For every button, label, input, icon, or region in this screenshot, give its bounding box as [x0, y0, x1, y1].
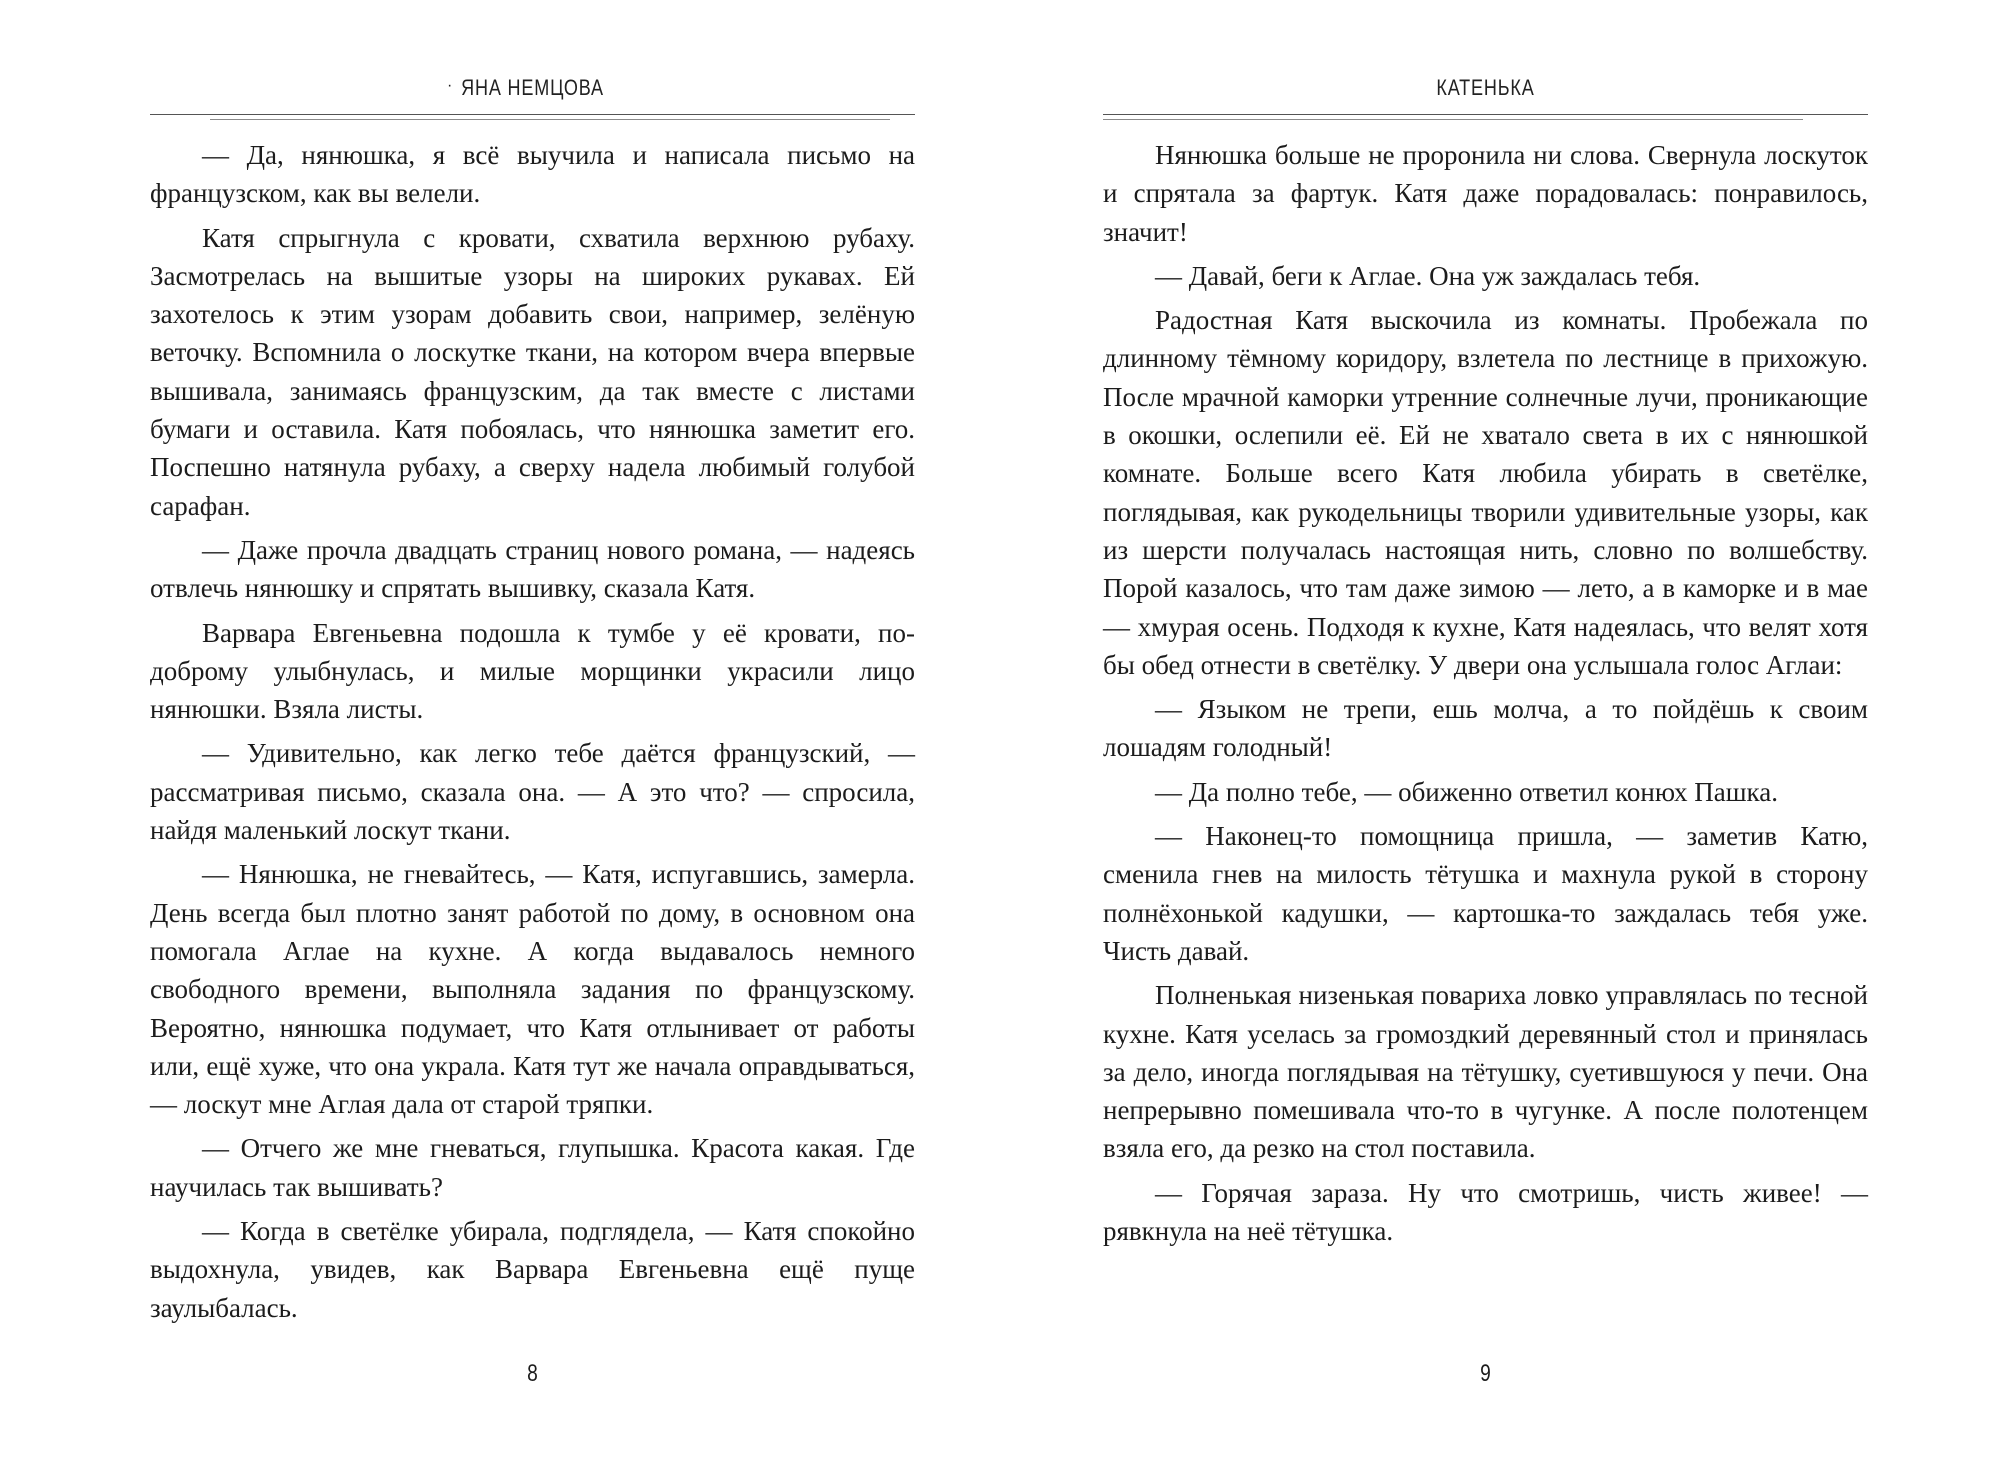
paragraph: — Давай, беги к Аглае. Она уж заждалась тебя.	[1155, 260, 1701, 291]
page-number-left: 8	[527, 1360, 538, 1387]
paragraph: — Нянюшка, не гневайтесь, — Катя, испугавшись, замерла. День всегда был плотно занят работой по дому, в основном она помогала Аглае на кухне. А когда выдавалось немного свободного времени, выполняла задания по французскому. Вероятно, нянюшка подумает, что Катя отлынивает от работы или, ещё хуже, что она украла. Катя тут же начала оправдываться, — лоскут мне Аглая дала от старой тряпки.	[150, 859, 915, 1120]
paragraph: Варвара Евгеньевна подошла к тумбе у её кровати, по-доброму улыбнулась, и милые морщинки украсили лицо нянюшки. Взяла листы.	[150, 617, 915, 725]
left-page	[150, 0, 915, 1474]
running-head-title: КАТЕНЬКА	[1436, 75, 1535, 100]
header-rule	[1103, 114, 1868, 115]
paragraph: Радостная Катя выскочила из комнаты. Пробежала по длинному тёмному коридору, взлетела по лестнице в прихожую. После мрачной каморки утренние солнечные лучи, проникающие в окошки, ослепили её. Ей не хватало света в их с нянюшкой комнате. Больше всего Катя любила убирать в светёлке, поглядывая, как рукодельницы творили удивительные узоры, как из шерсти получалась настоящая нить, словно по волшебству. Порой казалось, что там даже зимою — лето, а в каморке и в мае — хмурая осень. Подходя к кухне, Катя надеялась, что велят хотя бы обед отнести в светёлку. У двери она услышала голос Аглаи:	[1103, 305, 1868, 680]
page-number-right: 9	[1480, 1360, 1491, 1387]
paragraph: — Удивительно, как легко тебе даётся французский, — рассматривая письмо, сказала она. — А это что? — спросила, найдя маленький лоскут ткани.	[150, 738, 915, 846]
paragraph: — Даже прочла двадцать страниц нового романа, — надеясь отвлечь нянюшку и спрятать вышивку, сказала Катя.	[150, 534, 915, 604]
paragraph: — Когда в светёлке убирала, подглядела, — Катя спокойно выдохнула, увидев, как Варвара Евгеньевна ещё пуще заулыбалась.	[150, 1216, 915, 1323]
right-page-body	[1103, 136, 1868, 1256]
paragraph: — Наконец-то помощница пришла, — заметив Катю, сменила гнев на милость тётушка и махнула рукой в сторону полнёхонькой кадушки, — картошка-то заждалась тебя уже. Чисть давай.	[1103, 821, 1868, 966]
paragraph: Полненькая низенькая повариха ловко управлялась по тесной кухне. Катя уселась за громоздкий деревянный стол и принялась за дело, иногда поглядывая на тётушку, суетившуюся у печи. Она непрерывно помешивала что-то в чугунке. А после полотенцем взяла его, да резко на стол поставила.	[1103, 980, 1868, 1164]
paragraph: — Да полно тебе, — обиженно ответил конюх Пашка.	[1155, 776, 1778, 807]
running-head-author: ЯНА НЕМЦОВА	[461, 75, 604, 100]
paragraph: — Горячая зараза. Ну что смотришь, чисть живее! — рявкнула на неё тётушка.	[1103, 1177, 1868, 1247]
header-rule-thin	[210, 119, 890, 120]
paragraph: — Отчего же мне гневаться, глупышка. Красота какая. Где научилась так вышивать?	[150, 1133, 915, 1202]
paragraph: Катя спрыгнула с кровати, схватила верхнюю рубаху. Засмотрелась на вышитые узоры на широких рукавах. Ей захотелось к этим узорам добавить свои, например, зелёную веточку. Вспомнила о лоскутке ткани, на котором вчера впервые вышивала, занимаясь французским, да так вместе с листами бумаги и оставила. Катя побоялась, что нянюшка заметит его. Поспешно натянула рубаху, а сверху надела любимый голубой сарафан.	[150, 222, 915, 521]
header-rule-thin	[1103, 119, 1803, 120]
paragraph: — Да, нянюшка, я всё выучила и написала письмо на французском, как вы велели.	[150, 140, 915, 209]
right-page	[1103, 0, 1868, 1474]
header-rule	[150, 114, 915, 115]
left-page-body	[150, 136, 915, 1333]
paragraph: — Языком не трепи, ешь молча, а то пойдёшь к своим лошадям голодный!	[1103, 694, 1868, 763]
header-bullet: ·	[447, 77, 453, 94]
paragraph: Нянюшка больше не проронила ни слова. Свернула лоскуток и спрятала за фартук. Катя даже порадовалась: понравилось, значит!	[1103, 140, 1868, 247]
